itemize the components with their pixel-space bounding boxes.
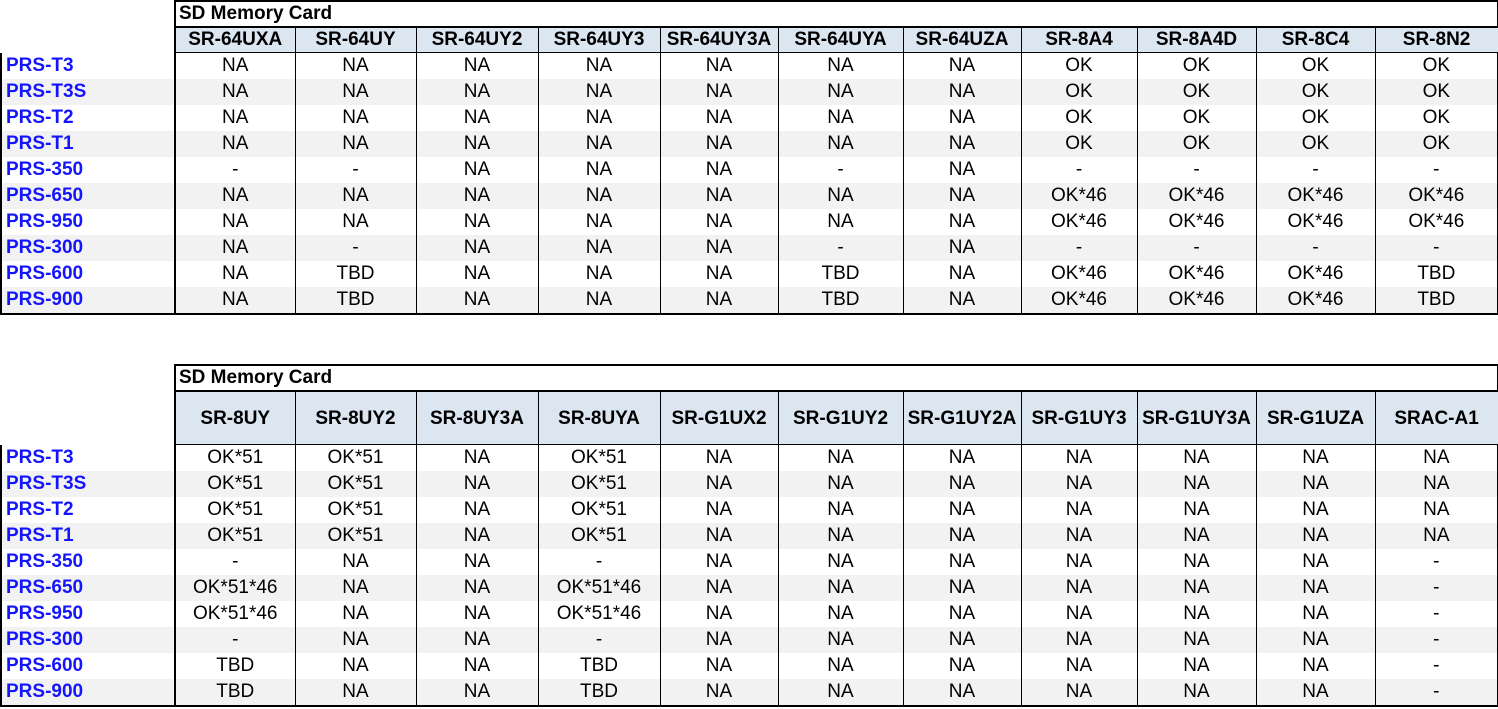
compat-cell: NA bbox=[295, 53, 416, 80]
compat-cell: NA bbox=[416, 79, 538, 105]
compat-cell: NA bbox=[416, 679, 538, 706]
compat-cell: NA bbox=[416, 131, 538, 157]
compat-cell: NA bbox=[903, 131, 1021, 157]
compat-cell: TBD bbox=[1375, 287, 1498, 314]
device-label: PRS-T3S bbox=[1, 79, 175, 105]
compat-cell: OK*51 bbox=[175, 471, 295, 497]
compat-cell: OK*51 bbox=[538, 471, 660, 497]
compat-cell: NA bbox=[538, 235, 660, 261]
compat-cell: OK bbox=[1021, 79, 1137, 105]
compat-cell: NA bbox=[903, 523, 1021, 549]
table-row bbox=[1, 105, 1498, 131]
compat-cell: TBD bbox=[295, 261, 416, 287]
compat-cell: - bbox=[1375, 157, 1498, 183]
compat-cell: - bbox=[538, 549, 660, 575]
compat-cell: TBD bbox=[295, 287, 416, 314]
compat-cell: NA bbox=[295, 575, 416, 601]
device-label: PRS-T2 bbox=[1, 105, 175, 131]
compat-cell: OK bbox=[1021, 53, 1137, 80]
device-label: PRS-T3 bbox=[1, 53, 175, 80]
compat-cell: NA bbox=[903, 445, 1021, 472]
compat-cell: NA bbox=[903, 287, 1021, 314]
table-row bbox=[1, 471, 1498, 497]
table-row bbox=[1, 235, 1498, 261]
compat-cell: NA bbox=[538, 105, 660, 131]
compat-cell: - bbox=[175, 627, 295, 653]
compat-cell: OK bbox=[1375, 131, 1498, 157]
compat-cell: NA bbox=[778, 575, 903, 601]
compat-cell: NA bbox=[538, 53, 660, 80]
compat-cell: NA bbox=[903, 183, 1021, 209]
compat-cell: NA bbox=[660, 601, 778, 627]
compat-cell: NA bbox=[175, 79, 295, 105]
compat-cell: OK bbox=[1137, 79, 1256, 105]
table-row bbox=[1, 601, 1498, 627]
compat-cell: - bbox=[295, 157, 416, 183]
compat-cell: NA bbox=[778, 549, 903, 575]
table-row bbox=[1, 497, 1498, 523]
column-header: SR-64UYA bbox=[778, 27, 903, 53]
device-label: PRS-T3 bbox=[1, 445, 175, 472]
column-header: SR-8C4 bbox=[1256, 27, 1375, 53]
column-header: SR-G1UY3 bbox=[1021, 391, 1137, 445]
device-label: PRS-950 bbox=[1, 601, 175, 627]
compat-cell: OK*46 bbox=[1021, 209, 1137, 235]
compat-cell: - bbox=[175, 549, 295, 575]
compat-cell: OK*51*46 bbox=[175, 575, 295, 601]
compat-cell: NA bbox=[1256, 575, 1375, 601]
device-label: PRS-T3S bbox=[1, 471, 175, 497]
compat-cell: NA bbox=[175, 209, 295, 235]
compat-cell: NA bbox=[903, 261, 1021, 287]
compat-cell: NA bbox=[295, 131, 416, 157]
compat-cell: NA bbox=[1137, 679, 1256, 706]
corner-blank bbox=[1, 391, 175, 445]
compat-cell: NA bbox=[1256, 549, 1375, 575]
compat-cell: NA bbox=[1256, 679, 1375, 706]
compat-cell: OK*46 bbox=[1137, 183, 1256, 209]
compat-cell: - bbox=[778, 157, 903, 183]
compat-cell: NA bbox=[660, 445, 778, 472]
compat-cell: NA bbox=[538, 261, 660, 287]
compat-cell: NA bbox=[903, 601, 1021, 627]
compat-cell: OK bbox=[1375, 105, 1498, 131]
compat-cell: NA bbox=[295, 549, 416, 575]
corner-blank bbox=[1, 1, 175, 27]
table-title: SD Memory Card bbox=[175, 1, 1498, 27]
device-label: PRS-600 bbox=[1, 653, 175, 679]
compat-cell: NA bbox=[1021, 523, 1137, 549]
device-label: PRS-900 bbox=[1, 679, 175, 706]
compat-cell: NA bbox=[295, 105, 416, 131]
compat-cell: TBD bbox=[538, 679, 660, 706]
compat-cell: NA bbox=[1021, 471, 1137, 497]
column-header: SR-8UY bbox=[175, 391, 295, 445]
compat-cell: NA bbox=[1256, 627, 1375, 653]
compat-cell: - bbox=[1375, 235, 1498, 261]
column-header: SR-8UY2 bbox=[295, 391, 416, 445]
compatibility-table-1 bbox=[0, 0, 1498, 315]
compat-cell: OK bbox=[1375, 79, 1498, 105]
compat-cell: NA bbox=[903, 679, 1021, 706]
compat-cell: - bbox=[1375, 679, 1498, 706]
compat-cell: NA bbox=[295, 209, 416, 235]
compat-cell: OK*51 bbox=[295, 523, 416, 549]
compat-cell: NA bbox=[1375, 523, 1498, 549]
table-row bbox=[1, 157, 1498, 183]
compat-cell: NA bbox=[1137, 471, 1256, 497]
compat-cell: OK*46 bbox=[1256, 183, 1375, 209]
compat-cell: - bbox=[1137, 235, 1256, 261]
compat-cell: NA bbox=[538, 183, 660, 209]
table-row bbox=[1, 445, 1498, 472]
compat-cell: NA bbox=[778, 627, 903, 653]
compat-cell: - bbox=[1137, 157, 1256, 183]
table-row bbox=[1, 523, 1498, 549]
device-label: PRS-350 bbox=[1, 549, 175, 575]
compat-cell: NA bbox=[660, 157, 778, 183]
compat-cell: NA bbox=[660, 471, 778, 497]
compat-cell: OK*51 bbox=[295, 445, 416, 472]
compat-cell: OK*46 bbox=[1021, 183, 1137, 209]
compat-cell: NA bbox=[1256, 523, 1375, 549]
compat-cell: NA bbox=[660, 131, 778, 157]
compat-cell: NA bbox=[660, 53, 778, 80]
compat-cell: NA bbox=[416, 105, 538, 131]
device-label: PRS-T1 bbox=[1, 131, 175, 157]
compat-cell: NA bbox=[660, 105, 778, 131]
compat-cell: NA bbox=[1021, 445, 1137, 472]
compat-cell: - bbox=[538, 627, 660, 653]
compat-cell: OK bbox=[1137, 53, 1256, 80]
device-label: PRS-300 bbox=[1, 627, 175, 653]
compat-cell: NA bbox=[538, 287, 660, 314]
compat-cell: NA bbox=[660, 549, 778, 575]
compat-cell: OK bbox=[1137, 105, 1256, 131]
compat-cell: - bbox=[778, 235, 903, 261]
compat-cell: NA bbox=[660, 209, 778, 235]
compat-cell: NA bbox=[903, 235, 1021, 261]
compat-cell: NA bbox=[778, 471, 903, 497]
compat-cell: - bbox=[1375, 601, 1498, 627]
compat-cell: NA bbox=[903, 627, 1021, 653]
compat-cell: NA bbox=[778, 131, 903, 157]
compat-cell: NA bbox=[1021, 679, 1137, 706]
compat-cell: NA bbox=[1137, 575, 1256, 601]
compat-cell: OK*46 bbox=[1137, 287, 1256, 314]
table-row bbox=[1, 653, 1498, 679]
corner-blank bbox=[1, 27, 175, 53]
compat-cell: NA bbox=[416, 183, 538, 209]
compat-cell: OK*51 bbox=[175, 497, 295, 523]
compat-cell: NA bbox=[778, 523, 903, 549]
compat-cell: OK bbox=[1256, 105, 1375, 131]
device-label: PRS-T1 bbox=[1, 523, 175, 549]
compat-cell: OK bbox=[1021, 105, 1137, 131]
compat-cell: NA bbox=[416, 445, 538, 472]
compat-cell: NA bbox=[903, 209, 1021, 235]
compat-cell: NA bbox=[295, 183, 416, 209]
compat-cell: NA bbox=[416, 157, 538, 183]
compat-cell: TBD bbox=[778, 261, 903, 287]
compat-cell: OK bbox=[1021, 131, 1137, 157]
compat-cell: OK*51 bbox=[538, 497, 660, 523]
compat-cell: NA bbox=[903, 53, 1021, 80]
device-label: PRS-T2 bbox=[1, 497, 175, 523]
compat-cell: NA bbox=[1375, 445, 1498, 472]
compat-cell: TBD bbox=[538, 653, 660, 679]
table-row bbox=[1, 183, 1498, 209]
compat-cell: - bbox=[1375, 575, 1498, 601]
device-label: PRS-650 bbox=[1, 575, 175, 601]
compat-cell: NA bbox=[538, 209, 660, 235]
compat-cell: OK*51 bbox=[538, 523, 660, 549]
compat-cell: NA bbox=[778, 105, 903, 131]
device-label: PRS-600 bbox=[1, 261, 175, 287]
column-header: SR-G1UX2 bbox=[660, 391, 778, 445]
compat-cell: - bbox=[295, 235, 416, 261]
table-row bbox=[1, 679, 1498, 706]
compat-cell: NA bbox=[660, 235, 778, 261]
compat-cell: NA bbox=[903, 105, 1021, 131]
compat-cell: NA bbox=[660, 79, 778, 105]
column-header: SR-8UY3A bbox=[416, 391, 538, 445]
compat-cell: NA bbox=[416, 235, 538, 261]
table-row bbox=[1, 79, 1498, 105]
compat-cell: NA bbox=[903, 653, 1021, 679]
table-row bbox=[1, 287, 1498, 314]
table-row bbox=[1, 549, 1498, 575]
column-header: SR-G1UZA bbox=[1256, 391, 1375, 445]
compat-cell: NA bbox=[175, 235, 295, 261]
compat-cell: NA bbox=[660, 523, 778, 549]
compat-cell: NA bbox=[660, 627, 778, 653]
compat-cell: NA bbox=[778, 679, 903, 706]
compat-cell: NA bbox=[175, 131, 295, 157]
table-row bbox=[1, 575, 1498, 601]
compat-cell: NA bbox=[1256, 601, 1375, 627]
corner-blank bbox=[1, 365, 175, 391]
column-header: SR-64UY3 bbox=[538, 27, 660, 53]
compat-cell: NA bbox=[660, 287, 778, 314]
compat-cell: NA bbox=[1256, 445, 1375, 472]
device-label: PRS-950 bbox=[1, 209, 175, 235]
compat-cell: NA bbox=[778, 497, 903, 523]
compat-cell: OK*46 bbox=[1021, 287, 1137, 314]
compat-cell: OK bbox=[1256, 131, 1375, 157]
compat-cell: - bbox=[1021, 157, 1137, 183]
compat-cell: OK*51 bbox=[175, 523, 295, 549]
compat-cell: OK bbox=[1375, 53, 1498, 80]
column-header: SRAC-A1 bbox=[1375, 391, 1498, 445]
compat-cell: TBD bbox=[778, 287, 903, 314]
compat-cell: NA bbox=[1021, 653, 1137, 679]
compat-cell: NA bbox=[295, 601, 416, 627]
compat-cell: NA bbox=[778, 79, 903, 105]
compat-cell: NA bbox=[416, 471, 538, 497]
compat-cell: NA bbox=[1137, 445, 1256, 472]
compat-cell: NA bbox=[295, 627, 416, 653]
compat-cell: OK bbox=[1256, 53, 1375, 80]
compat-cell: NA bbox=[1021, 627, 1137, 653]
compat-cell: NA bbox=[416, 549, 538, 575]
compat-cell: OK*51*46 bbox=[175, 601, 295, 627]
compat-cell: NA bbox=[1137, 627, 1256, 653]
compat-cell: NA bbox=[660, 261, 778, 287]
device-label: PRS-650 bbox=[1, 183, 175, 209]
compat-cell: NA bbox=[295, 679, 416, 706]
compat-cell: NA bbox=[660, 497, 778, 523]
compat-cell: NA bbox=[778, 601, 903, 627]
compat-cell: NA bbox=[175, 53, 295, 80]
compat-cell: - bbox=[1256, 235, 1375, 261]
column-header: SR-64UY2 bbox=[416, 27, 538, 53]
column-header: SR-G1UY3A bbox=[1137, 391, 1256, 445]
table-row bbox=[1, 261, 1498, 287]
table-row bbox=[1, 209, 1498, 235]
device-label: PRS-350 bbox=[1, 157, 175, 183]
device-label: PRS-300 bbox=[1, 235, 175, 261]
compat-cell: OK*46 bbox=[1256, 209, 1375, 235]
compat-cell: NA bbox=[175, 287, 295, 314]
compat-cell: TBD bbox=[175, 653, 295, 679]
compatibility-table-2 bbox=[0, 364, 1498, 707]
compat-cell: NA bbox=[416, 261, 538, 287]
compat-cell: NA bbox=[416, 523, 538, 549]
table-row bbox=[1, 53, 1498, 80]
compat-cell: NA bbox=[660, 575, 778, 601]
compat-cell: NA bbox=[1256, 497, 1375, 523]
compat-cell: OK*51 bbox=[295, 497, 416, 523]
compat-cell: NA bbox=[416, 601, 538, 627]
compat-cell: NA bbox=[295, 79, 416, 105]
column-header: SR-8UYA bbox=[538, 391, 660, 445]
column-header: SR-64UXA bbox=[175, 27, 295, 53]
column-header: SR-64UZA bbox=[903, 27, 1021, 53]
compat-cell: NA bbox=[778, 183, 903, 209]
compat-cell: NA bbox=[416, 575, 538, 601]
compat-cell: OK*51 bbox=[175, 445, 295, 472]
compat-cell: NA bbox=[416, 627, 538, 653]
compat-cell: NA bbox=[538, 79, 660, 105]
compat-cell: NA bbox=[1256, 653, 1375, 679]
compat-cell: NA bbox=[903, 471, 1021, 497]
compat-cell: NA bbox=[778, 653, 903, 679]
compat-cell: NA bbox=[175, 183, 295, 209]
compat-cell: OK*46 bbox=[1021, 261, 1137, 287]
compat-cell: - bbox=[1375, 627, 1498, 653]
column-header: SR-G1UY2 bbox=[778, 391, 903, 445]
compat-cell: OK*46 bbox=[1137, 209, 1256, 235]
compat-cell: - bbox=[1256, 157, 1375, 183]
table-row bbox=[1, 131, 1498, 157]
compat-cell: NA bbox=[416, 209, 538, 235]
compat-cell: OK*51*46 bbox=[538, 575, 660, 601]
compat-cell: NA bbox=[903, 575, 1021, 601]
compat-cell: NA bbox=[903, 549, 1021, 575]
compat-cell: OK*46 bbox=[1375, 183, 1498, 209]
compat-cell: NA bbox=[1375, 497, 1498, 523]
compat-cell: NA bbox=[1021, 497, 1137, 523]
table-title: SD Memory Card bbox=[175, 365, 1498, 391]
compat-cell: NA bbox=[1137, 653, 1256, 679]
compat-cell: NA bbox=[1137, 523, 1256, 549]
compat-cell: NA bbox=[538, 157, 660, 183]
compat-cell: TBD bbox=[1375, 261, 1498, 287]
column-header: SR-G1UY2A bbox=[903, 391, 1021, 445]
compat-cell: NA bbox=[1375, 471, 1498, 497]
compat-cell: NA bbox=[1021, 575, 1137, 601]
compat-cell: NA bbox=[778, 209, 903, 235]
compat-cell: NA bbox=[1137, 601, 1256, 627]
compat-cell: OK*46 bbox=[1256, 287, 1375, 314]
compat-cell: NA bbox=[416, 497, 538, 523]
compat-cell: - bbox=[1375, 549, 1498, 575]
compat-cell: NA bbox=[1021, 601, 1137, 627]
compat-cell: NA bbox=[1137, 497, 1256, 523]
column-header: SR-64UY bbox=[295, 27, 416, 53]
compat-cell: OK bbox=[1256, 79, 1375, 105]
column-header: SR-8N2 bbox=[1375, 27, 1498, 53]
compat-cell: NA bbox=[1256, 471, 1375, 497]
compat-cell: OK*46 bbox=[1256, 261, 1375, 287]
compat-cell: NA bbox=[1021, 549, 1137, 575]
compat-cell: NA bbox=[778, 53, 903, 80]
compat-cell: NA bbox=[903, 79, 1021, 105]
compat-cell: NA bbox=[660, 183, 778, 209]
compat-cell: OK bbox=[1137, 131, 1256, 157]
compat-cell: TBD bbox=[175, 679, 295, 706]
compat-cell: NA bbox=[538, 131, 660, 157]
compat-cell: NA bbox=[416, 653, 538, 679]
compat-cell: - bbox=[1021, 235, 1137, 261]
table-row bbox=[1, 627, 1498, 653]
compat-cell: OK*51 bbox=[538, 445, 660, 472]
compat-cell: NA bbox=[903, 157, 1021, 183]
compat-cell: OK*51*46 bbox=[538, 601, 660, 627]
compat-cell: OK*46 bbox=[1137, 261, 1256, 287]
compat-cell: NA bbox=[175, 261, 295, 287]
compat-cell: NA bbox=[416, 287, 538, 314]
compat-cell: NA bbox=[416, 53, 538, 80]
compat-cell: NA bbox=[660, 679, 778, 706]
compat-cell: - bbox=[175, 157, 295, 183]
column-header: SR-8A4D bbox=[1137, 27, 1256, 53]
device-label: PRS-900 bbox=[1, 287, 175, 314]
compat-cell: NA bbox=[1137, 549, 1256, 575]
compat-cell: NA bbox=[903, 497, 1021, 523]
compat-cell: OK*46 bbox=[1375, 209, 1498, 235]
compat-cell: OK*51 bbox=[295, 471, 416, 497]
column-header: SR-8A4 bbox=[1021, 27, 1137, 53]
compat-cell: NA bbox=[175, 105, 295, 131]
compat-cell: NA bbox=[295, 653, 416, 679]
compat-cell: NA bbox=[778, 445, 903, 472]
compat-cell: - bbox=[1375, 653, 1498, 679]
column-header: SR-64UY3A bbox=[660, 27, 778, 53]
compat-cell: NA bbox=[660, 653, 778, 679]
